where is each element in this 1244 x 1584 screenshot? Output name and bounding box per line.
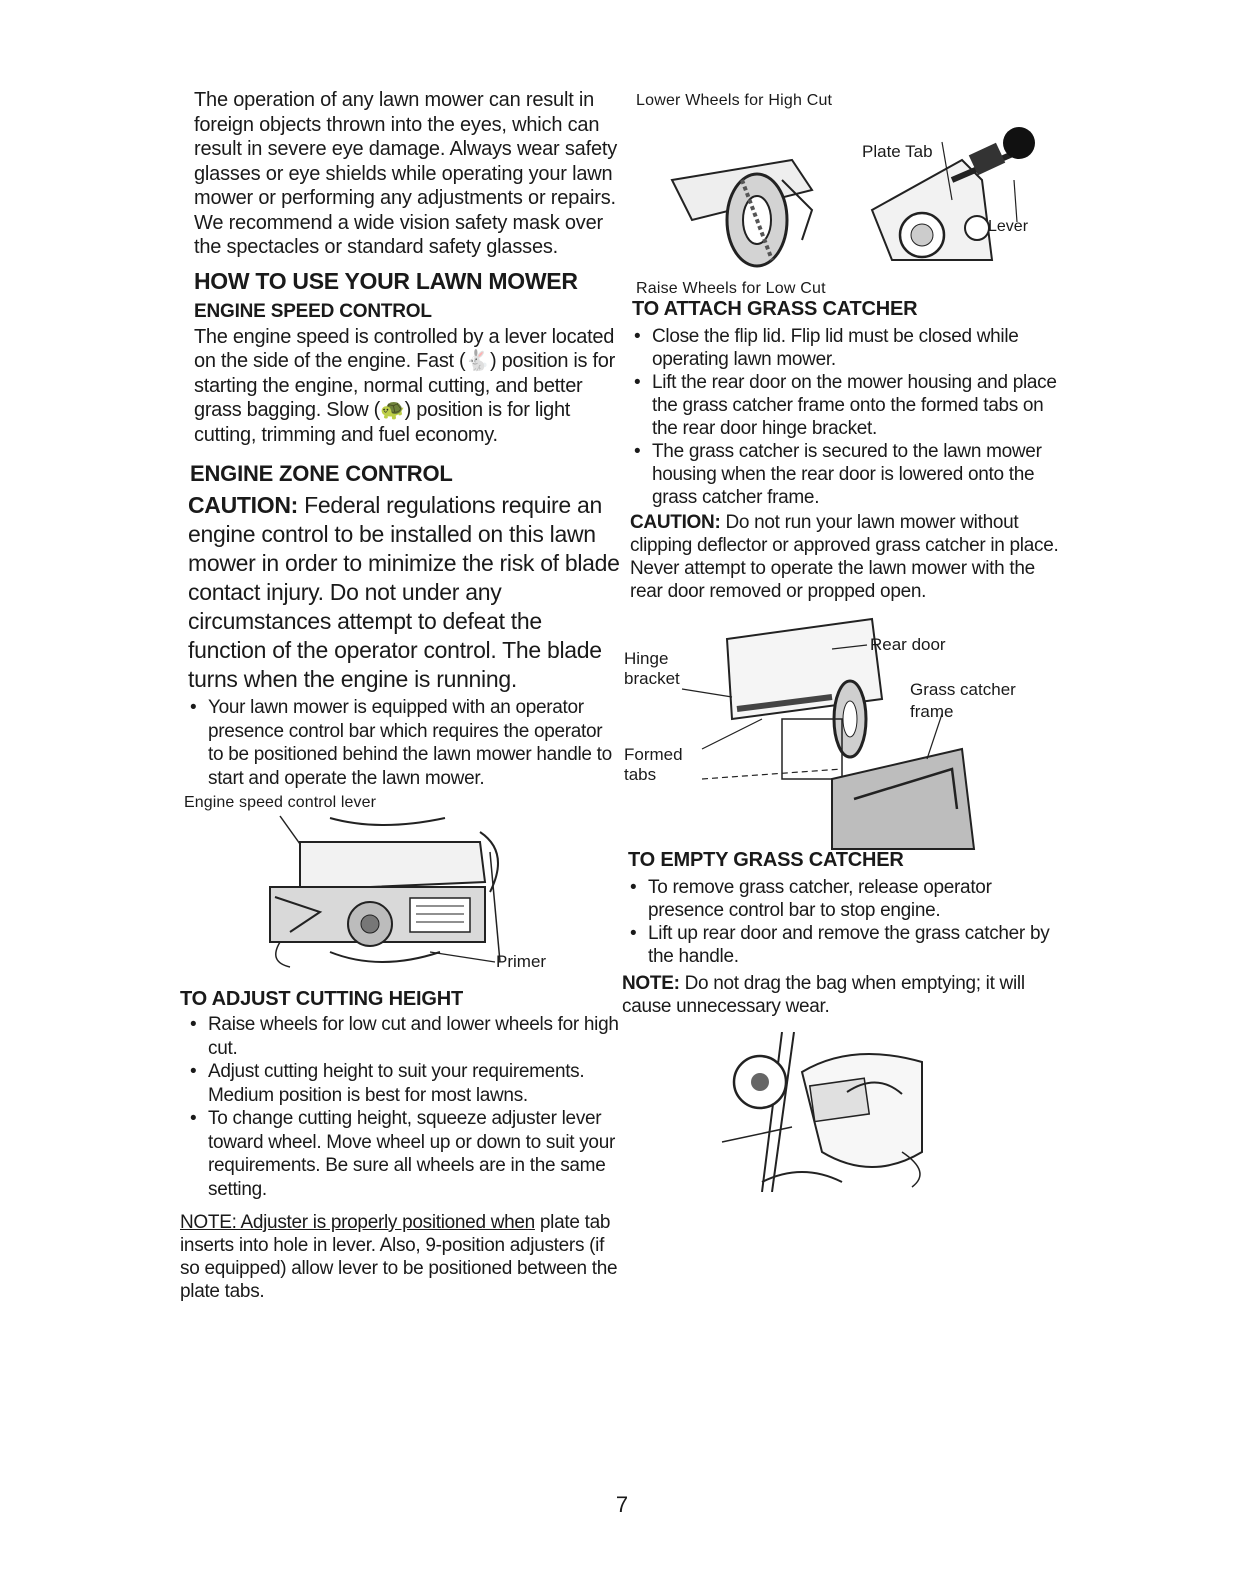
empty-note <box>622 972 1062 1018</box>
engine-zone-caution <box>188 491 620 694</box>
grass-catcher-illustration <box>622 609 1062 853</box>
note-label: NOTE: <box>622 973 680 994</box>
formed-tabs-label: Formed tabs <box>624 745 683 784</box>
right-column <box>622 92 1062 1192</box>
engine-zone-heading: ENGINE ZONE CONTROL <box>190 461 453 486</box>
attach-catcher-heading: TO ATTACH GRASS CATCHER <box>632 298 918 320</box>
empty-bullet-list <box>628 876 1062 968</box>
list-item: • To change cutting height, squeeze adjuster lever toward wheel. Move wheel up or down to suit your requirements. Be sure all wheels are in the same setting. <box>188 1107 620 1201</box>
list-item: • To remove grass catcher, release operator presence control bar to stop engine. <box>628 876 1062 922</box>
eye-safety-paragraph: The operation of any lawn mower can result in foreign objects thrown into the eyes, which can result in severe eye damage. Always wear safety glasses or eye shields while operating your lawn mower or performing any adjustments or repairs. We recommend a wide vision safety mask over the spectacles or standard safety glasses. <box>194 89 618 258</box>
adjust-height-heading: TO ADJUST CUTTING HEIGHT <box>180 988 463 1010</box>
left-column <box>180 88 620 1303</box>
adjuster-note <box>180 1211 620 1303</box>
plate-tab-label: Plate Tab <box>862 142 933 161</box>
note-lead: NOTE: Adjuster is properly positioned when <box>180 1212 535 1233</box>
caution-text: Do not run your lawn mower without clipping deflector or approved grass catcher in place. Never attempt to operate the lawn mower with the rear door removed or propped open. <box>630 512 1059 602</box>
emptying-illustration <box>622 1032 1062 1192</box>
page-number: 7 <box>615 1492 629 1517</box>
list-item: • Close the flip lid. Flip lid must be closed while operating lawn mower. <box>632 325 1062 371</box>
raise-wheels-caption: Raise Wheels for Low Cut <box>636 280 826 297</box>
grass-catcher-frame-label: Grass catcher frame <box>910 680 1016 721</box>
how-to-use-heading: HOW TO USE YOUR LAWN MOWER <box>194 267 578 294</box>
list-item: • Adjust cutting height to suit your requirements. Medium position is best for most lawns. <box>188 1060 620 1107</box>
grass-catcher-figure <box>622 609 1062 853</box>
lower-wheels-caption: Lower Wheels for High Cut <box>636 92 833 109</box>
list-item: • Your lawn mower is equipped with an operator presence control bar which requires the operator to be positioned behind the lawn mower handle to start and operate the lawn mower. <box>188 696 620 790</box>
caution-text: Federal regulations require an engine control to be installed on this lawn mower in order to minimize the risk of blade contact injury. Do not under any circumstances attempt to defeat the function of the operator control. The blade turns when the engine is running. <box>188 492 620 692</box>
list-item: • The grass catcher is secured to the lawn mower housing when the rear door is lowered onto the grass catcher frame. <box>632 440 1062 509</box>
empty-catcher-heading: TO EMPTY GRASS CATCHER <box>628 849 904 871</box>
attach-caution <box>630 511 1062 603</box>
wheel-adjuster-figure <box>622 110 1062 270</box>
caution-label: CAUTION: <box>630 512 721 533</box>
engine-speed-paragraph: The engine speed is controlled by a lever located on the side of the engine. Fast (🐇) position is for starting the engine, normal cutting, and better grass bagging. Slow (🐢) position is for light cutting, trimming and fuel economy. <box>194 325 615 446</box>
list-item: • Lift up rear door and remove the grass catcher by the handle. <box>628 922 1062 968</box>
attach-bullet-list <box>632 325 1062 509</box>
adjust-bullet-list <box>188 1013 620 1201</box>
rear-door-label: Rear door <box>870 635 946 654</box>
primer-label: Primer <box>496 952 547 971</box>
hinge-bracket-label: Hinge bracket <box>624 649 680 688</box>
engine-speed-figure <box>180 812 620 980</box>
engine-illustration <box>180 812 620 980</box>
emptying-figure <box>622 1032 1062 1192</box>
list-item: • Lift the rear door on the mower housing and place the grass catcher frame onto the formed tabs on the rear door hinge bracket. <box>632 371 1062 440</box>
engine-speed-heading: ENGINE SPEED CONTROL <box>194 300 432 322</box>
caution-label: CAUTION: <box>188 492 299 518</box>
note-text: Do not drag the bag when emptying; it will cause unnecessary wear. <box>622 973 1025 1017</box>
lever-label: Lever <box>988 218 1029 235</box>
note-rest: plate tab inserts into hole in lever. Also, 9-position adjusters (if so equipped) allow lever to be positioned between the plate tabs. <box>180 1212 618 1302</box>
zone-bullet-list <box>188 696 620 790</box>
engine-fig-caption: Engine speed control lever <box>184 794 377 811</box>
list-item: • Raise wheels for low cut and lower wheels for high cut. <box>188 1013 620 1060</box>
wheel-adjuster-illustration <box>622 110 1062 270</box>
